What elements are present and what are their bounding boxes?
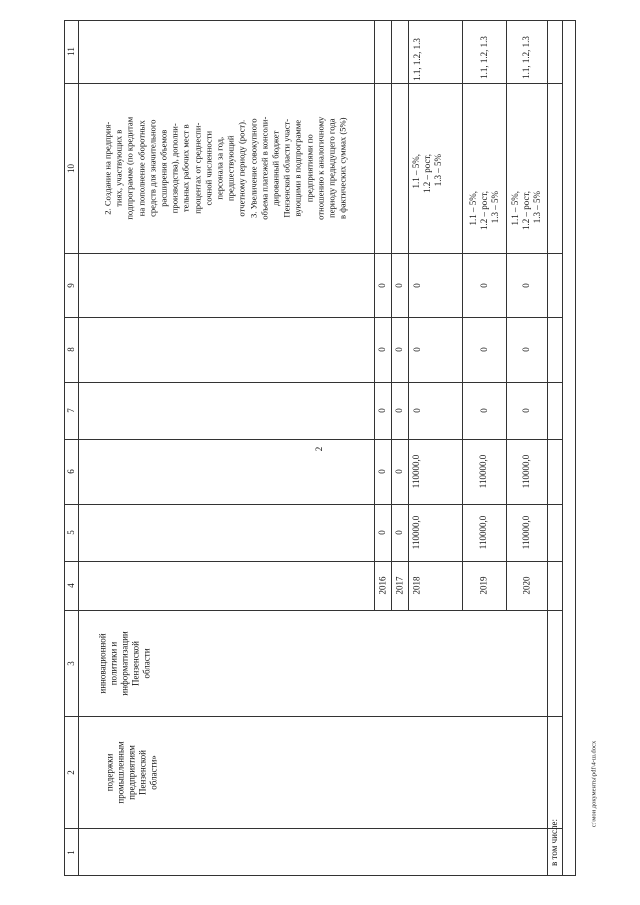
executor-text: инновационной политики и информатизации Пензенской области xyxy=(97,630,152,696)
value-cell: 0 xyxy=(394,282,404,288)
indicator-values-cell: 1.1 – 5%, 1.2 – рост, 1.3 – 5% xyxy=(410,153,443,193)
value-cell: 0 xyxy=(478,347,489,352)
value-cell: 0 xyxy=(521,347,531,352)
value-cell: 0 xyxy=(394,408,404,413)
value-cell: 110000,0 xyxy=(520,515,531,550)
col-header-11: 11 xyxy=(65,47,76,56)
table xyxy=(64,20,576,876)
col-header-5: 5 xyxy=(65,530,76,535)
value-cell: 110000,0 xyxy=(411,454,422,489)
year-cell: 2017 xyxy=(394,576,404,595)
indicator-refs-cell: 1.1, 1.2, 1.3 xyxy=(411,38,422,81)
col-header-4: 4 xyxy=(65,583,76,588)
col-header-8: 8 xyxy=(65,347,76,352)
indicator-refs-cell: 1.1, 1.2, 1.3 xyxy=(521,36,531,79)
footer-file-path: c:\мои документы\pdf\4-ш.docx xyxy=(590,740,598,828)
year-cell: 2016 xyxy=(377,576,387,595)
value-cell: 0 xyxy=(394,530,404,535)
value-cell: 0 xyxy=(478,282,489,288)
indicator-refs-cell: 1.1, 1.2, 1.3 xyxy=(478,36,489,79)
col-header-3: 3 xyxy=(65,660,76,666)
value-cell: 0 xyxy=(521,408,531,413)
indicator-values-cell: 1.1 – 5%, 1.2 – рост, 1.3 – 5% xyxy=(509,190,542,230)
indicators-text: 2. Создание на предприя- тиях, участвующих в подпрограмме (по кредитам на пополнение оборотных средств для значительного расширения объемов производства), дополни- тельных рабочих мест в процентах от среднеспи- сочной численности персонала за год, предшествующий отчетному периоду (рост). 3. Увеличение совокупного объема платежей в консоли- дированный бюджет Пензенской области участ- вующими в подпрограмме предприятиями по отношению к аналогичному периоду предыдущего года в фактических суммах (5%) xyxy=(102,116,349,220)
value-cell: 110000,0 xyxy=(520,454,531,489)
value-cell: 110000,0 xyxy=(478,454,489,489)
value-cell: 0 xyxy=(478,408,489,413)
value-cell: 110000,0 xyxy=(411,515,422,550)
value-cell: 0 xyxy=(394,469,404,474)
col-header-6: 6 xyxy=(65,469,76,474)
value-cell: 0 xyxy=(411,282,422,288)
value-cell: 0 xyxy=(377,282,387,288)
value-cell: 0 xyxy=(411,347,422,352)
value-cell: 110000,0 xyxy=(478,515,489,550)
year-cell: 2018 xyxy=(411,576,422,595)
year-cell: 2020 xyxy=(521,576,531,595)
col-header-7: 7 xyxy=(65,408,76,413)
value-cell: 0 xyxy=(377,347,387,352)
col-header-1: 1 xyxy=(65,849,76,855)
page-number: 2 xyxy=(314,446,324,452)
value-cell: 0 xyxy=(411,408,422,413)
indicator-values-cell: 1.1 – 5%, 1.2 – рост, 1.3 – 5% xyxy=(467,190,500,230)
col-header-9: 9 xyxy=(65,282,76,288)
value-cell: 0 xyxy=(377,530,387,535)
col-header-10: 10 xyxy=(65,163,76,173)
value-cell: 0 xyxy=(394,347,404,352)
col-header-2: 2 xyxy=(65,769,76,775)
value-cell: 0 xyxy=(521,282,531,288)
including-label: в том числе: xyxy=(549,819,560,866)
value-cell: 0 xyxy=(377,408,387,413)
year-cell: 2019 xyxy=(478,576,489,595)
program-name-text: подержки промышленным предприятиям Пензенской области» xyxy=(104,740,159,804)
value-cell: 0 xyxy=(377,469,387,474)
